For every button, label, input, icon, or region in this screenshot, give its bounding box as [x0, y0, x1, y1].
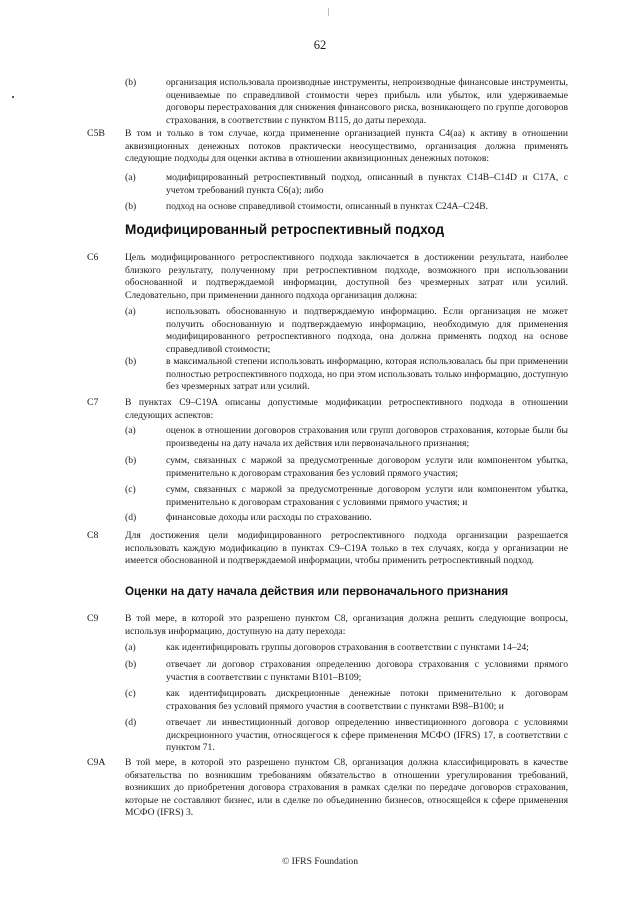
list-item-text: сумм, связанных с маржой за предусмотренные договором услуги или компонентом убытка, применительно к договорам страхования с условиями прямого участия; и [166, 484, 568, 508]
paragraph-text: В той мере, в которой это разрешено пунктом C8, организация должна классифицировать в качестве обязательства по возникшим требованиям обязательство в отношении урегулирования требований, возникших до приобретения договора страхования в рамках сделки по передаче договоров страхования, которые не составляют бизнес, или в сделке по объединению бизнесов, относящейся к сфере применения МСФО (IFRS) 3. [125, 757, 568, 819]
scan-dot [12, 96, 14, 98]
list-item-text: организация использовала производные инструменты, непроизводные финансовые инструменты, оцениваемые по справедливой стоимости через прибыль или убыток, или удерживаемые договоры перестрахования для снижения финансового риска, возникающего по группе договоров страхования, в соответствии с пунктом B115, до даты перехода. [166, 77, 568, 126]
paragraph-text: Цель модифицированного ретроспективного подхода заключается в достижении результата, наиболее близкого результату, полученному при ретроспективном подходе, возможного при использовании обоснованной и подтверждаемой информации, доступной без чрезмерных затрат или усилий. Следовательно, при применении данного подхода организация должна: [125, 252, 568, 301]
list-marker: (d) [125, 512, 137, 523]
scan-mark [328, 8, 329, 16]
list-item-text: отвечает ли инвестиционный договор определению инвестиционного договора с условиями дискреционного участия, относящегося к сфере применения МСФО (IFRS) 17, в соответствии с пунктом 71. [166, 717, 568, 754]
paragraph-code: C5B [87, 128, 105, 139]
list-item-text: использовать обоснованную и подтверждаемую информацию. Если организация не может получить обоснованную и подтверждаемую информацию, необходимую для применения модифицированного ретроспективного подхода, она должна применять подход на основе справедливой стоимости; [166, 306, 568, 355]
page-footer: © IFRS Foundation [281, 856, 359, 867]
list-item-text: сумм, связанных с маржой за предусмотренные договором услуги или компонентом убытка, применительно к договорам страхования без условий прямого участия; [166, 455, 568, 479]
paragraph-code: C9 [87, 613, 99, 624]
paragraph-text: В том и только в том случае, когда применение организацией пункта C4(aa) к активу в отношении аквизиционных денежных потоков практически неосуществимо, организация должна применять следующие подходы для оценки актива в отношении аквизиционных денежных потоков: [125, 128, 568, 165]
list-item-text: как идентифицировать группы договоров страхования в соответствии с пунктами 14–24; [166, 642, 529, 653]
list-marker: (c) [125, 688, 136, 699]
paragraph-code: C8 [87, 530, 99, 541]
list-item-text: финансовые доходы или расходы по страхованию. [166, 512, 372, 523]
list-item-text: подход на основе справедливой стоимости, описанный в пунктах C24A–C24B. [166, 201, 489, 212]
list-item-text: в максимальной степени использовать информацию, которая использовалась бы при применении полностью ретроспективного подхода, но при этом использовать только информацию, доступную без чрезмерных затрат или усилий. [166, 356, 568, 393]
list-marker: (b) [125, 455, 137, 466]
paragraph-code: C9A [87, 757, 106, 768]
list-marker: (a) [125, 425, 136, 436]
list-marker: (b) [125, 659, 137, 670]
list-marker: (a) [125, 642, 136, 653]
list-marker: (b) [125, 356, 137, 367]
page-number: 62 [313, 38, 327, 52]
paragraph-code: C6 [87, 252, 99, 263]
list-item-text: оценок в отношении договоров страхования или групп договоров страхования, которые были бы произведены на дату начала их действия или первоначального признания; [166, 425, 568, 449]
list-marker: (c) [125, 484, 136, 495]
list-marker: (d) [125, 717, 137, 728]
list-item-text: как идентифицировать дискреционные денежные потоки применительно к договорам страхования без условий прямого участия в соответствии с пунктами B98–B100; и [166, 688, 568, 712]
paragraph-text: В пунктах C9–C19A описаны допустимые модификации ретроспективного подхода в отношении следующих аспектов: [125, 397, 568, 421]
list-item-text: отвечает ли договор страхования определению договора страхования с условиями прямого участия в соответствии с пунктами B101–B109; [166, 659, 568, 683]
list-item-text: модифицированный ретроспективный подход, описанный в пунктах C14B–C14D и C17A, с учетом требований пункта C6(a); либо [166, 172, 568, 196]
section-heading: Модифицированный ретроспективный подход [125, 222, 445, 237]
list-marker: (b) [125, 77, 137, 88]
subsection-heading: Оценки на дату начала действия или первоначального признания [125, 585, 509, 598]
list-marker: (a) [125, 306, 136, 317]
paragraph-text: Для достижения цели модифицированного ретроспективного подхода организации разрешается использовать каждую модификацию в пунктах C9–C19A только в тех случаях, когда у организации не имеется обоснованной и подтверждаемой информации, чтобы применить ретроспективный подход. [125, 530, 568, 567]
paragraph-code: C7 [87, 397, 99, 408]
paragraph-text: В той мере, в которой это разрешено пунктом C8, организация должна решить следующие вопросы, используя информацию, доступную на дату перехода: [125, 613, 568, 637]
list-marker: (a) [125, 172, 136, 183]
list-marker: (b) [125, 201, 137, 212]
